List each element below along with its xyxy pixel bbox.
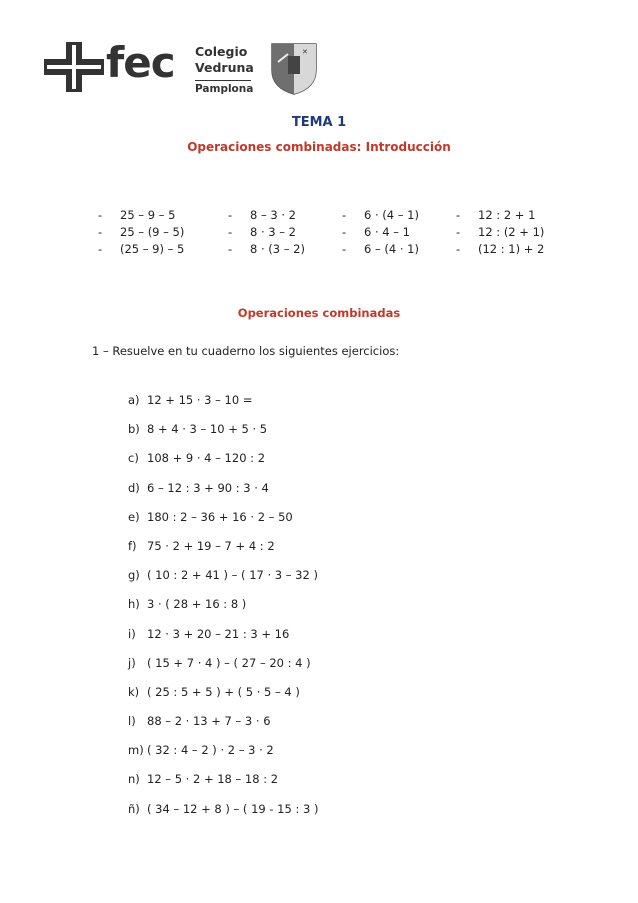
- intro-expression: 6 · 4 – 1: [364, 225, 410, 239]
- intro-expression: 8 · (3 – 2): [250, 242, 305, 256]
- exercise-expression: 8 + 4 · 3 – 10 + 5 · 5: [147, 422, 268, 437]
- list-item: [456, 207, 544, 224]
- dash: -: [342, 208, 347, 222]
- exercise-expression: 75 · 2 + 19 – 7 + 4 : 2: [147, 538, 275, 553]
- intro-column-2: [228, 207, 305, 258]
- exercise-label: e): [128, 509, 140, 524]
- list-item: [98, 224, 184, 241]
- intro-expression: 8 – 3 · 2: [250, 208, 296, 222]
- school-name-line2: Vedruna: [195, 60, 254, 75]
- dash: -: [98, 208, 103, 222]
- exercise-label: a): [128, 393, 140, 407]
- list-item: [456, 241, 544, 258]
- list-item: [228, 224, 305, 241]
- intro-expression: (25 – 9) – 5: [120, 242, 185, 256]
- exercise-expression: 3 · ( 28 + 16 : 8 ): [147, 597, 247, 612]
- list-item: [128, 539, 318, 568]
- exercise-expression: ( 32 : 4 – 2 ) · 2 – 3 · 2: [147, 743, 274, 758]
- exercise-list: [128, 393, 318, 831]
- dash: -: [342, 242, 347, 256]
- list-item: [342, 241, 419, 258]
- list-item: [342, 207, 419, 224]
- list-item: [128, 685, 318, 714]
- dash: -: [98, 242, 103, 256]
- school-logo: [195, 44, 254, 97]
- svg-text:✕: ✕: [302, 48, 308, 56]
- list-item: [128, 393, 318, 422]
- list-item: [98, 207, 184, 224]
- exercise-expression: ( 15 + 7 · 4 ) – ( 27 – 20 : 4 ): [147, 655, 311, 670]
- dash: -: [342, 225, 347, 239]
- list-item: [128, 714, 318, 743]
- list-item: [228, 207, 305, 224]
- intro-column-1: [98, 207, 184, 258]
- exercise-label: k): [128, 684, 140, 699]
- exercise-label: m): [128, 743, 144, 758]
- exercise-expression: 180 : 2 – 36 + 16 · 2 – 50: [147, 509, 293, 524]
- fec-cross-icon: [44, 42, 104, 92]
- list-item: [128, 743, 318, 772]
- exercise-label: g): [128, 568, 140, 583]
- intro-expression: 12 : 2 + 1: [478, 208, 536, 222]
- dash: -: [456, 208, 461, 222]
- intro-expression: (12 : 1) + 2: [478, 242, 545, 256]
- exercise-expression: 12 + 15 · 3 – 10 =: [147, 393, 253, 407]
- exercise-label: h): [128, 597, 140, 612]
- list-item: [128, 510, 318, 539]
- exercise-expression: ( 10 : 2 + 41 ) – ( 17 · 3 – 32 ): [147, 568, 318, 583]
- exercise-expression: 6 – 12 : 3 + 90 : 3 · 4: [147, 480, 269, 495]
- list-item: [128, 451, 318, 480]
- dash: -: [228, 242, 233, 256]
- exercise-instruction: 1 – Resuelve en tu cuaderno los siguientes ejercicios:: [92, 344, 400, 358]
- intro-column-4: [456, 207, 544, 258]
- fec-logo-text: fec: [106, 38, 175, 87]
- intro-expression: 6 – (4 · 1): [364, 242, 419, 256]
- exercise-label: i): [128, 626, 136, 641]
- intro-expression: 12 : (2 + 1): [478, 225, 545, 239]
- exercise-label: j): [128, 655, 136, 670]
- dash: -: [228, 225, 233, 239]
- page-subtitle: Operaciones combinadas: Introducción: [187, 140, 451, 154]
- list-item: [456, 224, 544, 241]
- intro-expression: 25 – 9 – 5: [120, 208, 176, 222]
- exercise-label: c): [128, 451, 139, 466]
- list-item: [128, 627, 318, 656]
- intro-expression: 25 – (9 – 5): [120, 225, 185, 239]
- intro-column-3: [342, 207, 419, 258]
- school-name-line1: Colegio: [195, 44, 248, 59]
- list-item: [128, 568, 318, 597]
- dash: -: [98, 225, 103, 239]
- exercise-expression: 12 · 3 + 20 – 21 : 3 + 16: [147, 626, 290, 641]
- exercise-expression: 88 – 2 · 13 + 7 – 3 · 6: [147, 714, 271, 729]
- dash: -: [228, 208, 233, 222]
- list-item: [128, 656, 318, 685]
- intro-expression: 6 · (4 – 1): [364, 208, 419, 222]
- list-item: [128, 772, 318, 801]
- exercise-label: ñ): [128, 801, 140, 816]
- exercise-expression: ( 25 : 5 + 5 ) + ( 5 · 5 – 4 ): [147, 684, 300, 699]
- list-item: [98, 241, 184, 258]
- list-item: [128, 802, 318, 831]
- page-title: TEMA 1: [291, 115, 347, 130]
- exercise-expression: 12 – 5 · 2 + 18 – 18 : 2: [147, 772, 279, 787]
- school-city: Pamplona: [195, 83, 254, 95]
- shield-icon: [268, 40, 320, 96]
- dash: -: [456, 225, 461, 239]
- exercise-expression: 108 + 9 · 4 – 120 : 2: [147, 451, 266, 466]
- exercise-label: f): [128, 538, 137, 553]
- exercise-label: b): [128, 422, 140, 437]
- section-title: Operaciones combinadas: [237, 306, 401, 320]
- list-item: [228, 241, 305, 258]
- list-item: [342, 224, 419, 241]
- dash: -: [456, 242, 461, 256]
- exercise-expression: ( 34 – 12 + 8 ) – ( 19 - 15 : 3 ): [147, 801, 319, 816]
- list-item: [128, 481, 318, 510]
- list-item: [128, 597, 318, 626]
- exercise-label: l): [128, 714, 136, 729]
- list-item: [128, 422, 318, 451]
- exercise-label: d): [128, 480, 140, 495]
- intro-expression: 8 · 3 – 2: [250, 225, 296, 239]
- school-logo-divider: [195, 80, 251, 81]
- exercise-label: n): [128, 772, 140, 787]
